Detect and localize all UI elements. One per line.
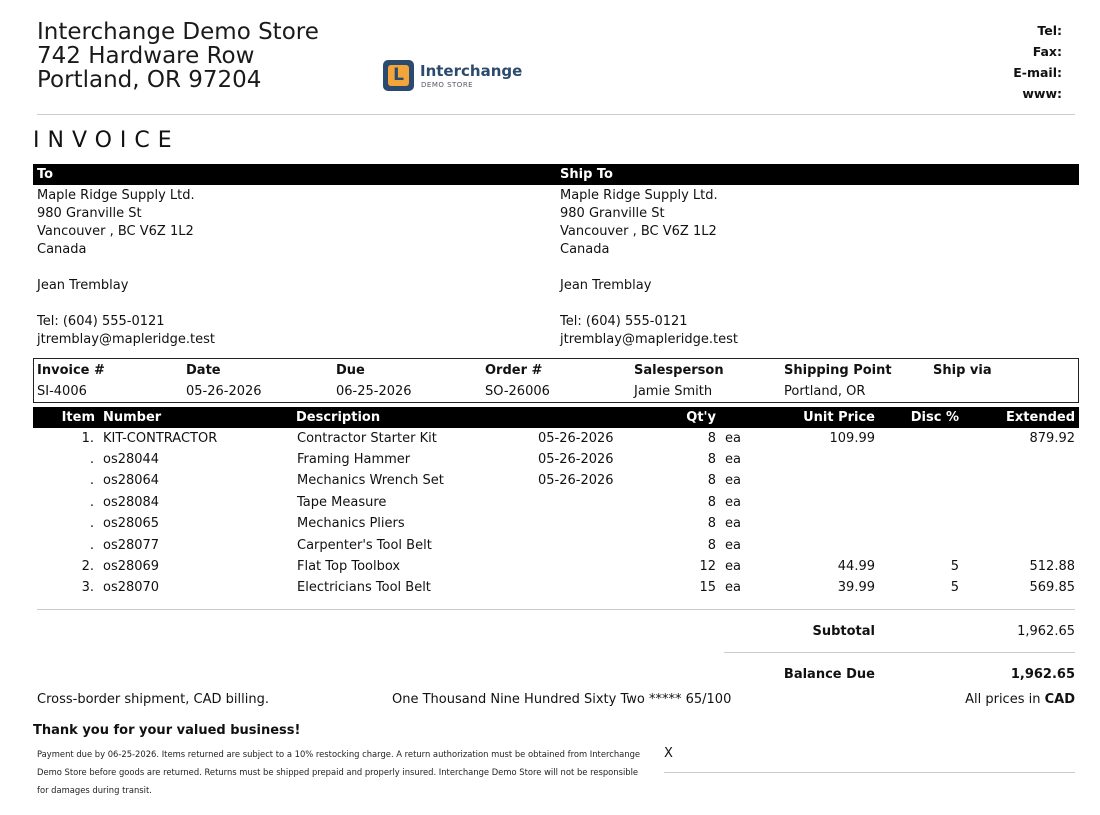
to-label: To	[37, 167, 54, 182]
table-row	[0, 538, 1100, 559]
item-qty: 15	[699, 580, 716, 595]
item-extended: 512.88	[1029, 559, 1075, 574]
date-value: 05-26-2026	[186, 384, 262, 399]
store-name: Interchange Demo Store	[37, 19, 319, 45]
header-divider	[37, 114, 1075, 115]
item-description: Contractor Starter Kit	[297, 431, 437, 446]
item-number: os28077	[103, 538, 160, 553]
item-number: KIT-CONTRACTOR	[103, 431, 218, 446]
signature-line	[664, 772, 1075, 773]
item-index: 3.	[81, 580, 94, 595]
item-description: Electricians Tool Belt	[297, 580, 431, 595]
ship-to-email: jtremblay@mapleridge.test	[560, 332, 739, 347]
item-extended: 569.85	[1029, 580, 1075, 595]
item-disc: 5	[950, 580, 959, 595]
ship-to-street: 980 Granville St	[560, 206, 665, 221]
item-number: os28064	[103, 473, 160, 488]
item-index: .	[89, 538, 94, 553]
document-title: INVOICE	[33, 128, 180, 153]
ship-to-country: Canada	[560, 242, 610, 257]
email-label: E-mail:	[1013, 65, 1062, 80]
item-qty: 8	[707, 516, 716, 531]
item-unit-price: 109.99	[829, 431, 875, 446]
ship-to-label: Ship To	[560, 167, 613, 182]
logo-letter: L	[388, 65, 409, 86]
bill-to-street: 980 Granville St	[37, 206, 142, 221]
number-col-header: Number	[103, 410, 162, 425]
items-header-bar	[33, 407, 1079, 428]
item-unit-price: 39.99	[837, 580, 875, 595]
item-index: .	[89, 516, 94, 531]
item-extended: 879.92	[1029, 431, 1075, 446]
bill-to-company: Maple Ridge Supply Ltd.	[37, 188, 195, 203]
salesperson-value: Jamie Smith	[634, 384, 713, 399]
tel-label: Tel:	[1037, 23, 1062, 38]
extended-col-header: Extended	[1006, 410, 1075, 425]
items-table-body	[0, 431, 1100, 601]
item-unit: ea	[725, 559, 741, 574]
store-address-line1: 742 Hardware Row	[37, 43, 255, 69]
unit-price-col-header: Unit Price	[803, 410, 875, 425]
date-header: Date	[186, 363, 221, 378]
signature-mark: X	[664, 746, 673, 761]
subtotal-label: Subtotal	[812, 624, 875, 639]
item-date: 05-26-2026	[538, 431, 614, 446]
ship-to-phone: Tel: (604) 555-0121	[560, 314, 688, 329]
item-qty: 8	[707, 452, 716, 467]
logo-subtitle: DEMO STORE	[421, 81, 474, 89]
table-row	[0, 580, 1100, 601]
currency-prefix: All prices in	[965, 692, 1045, 707]
table-row	[0, 431, 1100, 452]
ship-to-address	[560, 187, 738, 349]
address-header-bar	[33, 164, 1079, 185]
item-number: os28070	[103, 580, 160, 595]
www-label: www:	[1022, 86, 1062, 101]
item-number: os28044	[103, 452, 160, 467]
store-address-block	[37, 20, 319, 92]
bill-to-city: Vancouver , BC V6Z 1L2	[37, 224, 194, 239]
table-row	[0, 473, 1100, 494]
bill-to-spacer	[37, 259, 215, 277]
shipping-point-header: Shipping Point	[784, 363, 892, 378]
salesperson-header: Salesperson	[634, 363, 724, 378]
table-row	[0, 495, 1100, 516]
item-description: Framing Hammer	[297, 452, 411, 467]
ship-to-contact: Jean Tremblay	[560, 278, 652, 293]
currency-note	[965, 692, 1075, 707]
item-unit-price: 44.99	[837, 559, 875, 574]
item-unit: ea	[725, 580, 741, 595]
item-col-header: Item	[61, 410, 95, 425]
item-description: Mechanics Wrench Set	[297, 473, 444, 488]
item-qty: 8	[707, 431, 716, 446]
item-unit: ea	[725, 452, 741, 467]
ship-to-city: Vancouver , BC V6Z 1L2	[560, 224, 717, 239]
balance-due-label: Balance Due	[783, 667, 875, 682]
item-description: Mechanics Pliers	[297, 516, 405, 531]
ship-via-header: Ship via	[933, 363, 992, 378]
item-disc: 5	[950, 559, 959, 574]
item-date: 05-26-2026	[538, 473, 614, 488]
item-unit: ea	[725, 516, 741, 531]
item-qty: 8	[707, 495, 716, 510]
item-unit: ea	[725, 495, 741, 510]
thank-you-message: Thank you for your valued business!	[33, 723, 301, 738]
item-description: Carpenter's Tool Belt	[297, 538, 432, 553]
shipment-note: Cross-border shipment, CAD billing.	[37, 692, 269, 707]
item-index: .	[89, 495, 94, 510]
store-address-line2: Portland, OR 97204	[37, 67, 262, 93]
bill-to-country: Canada	[37, 242, 87, 257]
currency-code: CAD	[1044, 692, 1075, 707]
invoice-number-value: SI-4006	[37, 384, 87, 399]
logo-name: Interchange	[420, 62, 523, 80]
item-unit: ea	[725, 473, 741, 488]
contact-block	[1013, 20, 1062, 104]
subtotal-value: 1,962.65	[1017, 624, 1075, 639]
due-value: 06-25-2026	[336, 384, 412, 399]
disc-col-header: Disc %	[910, 410, 959, 425]
due-header: Due	[336, 363, 365, 378]
payment-terms: Payment due by 06-25-2026. Items returned are subject to a 10% restocking charge. A return authorization must be obtained from Interchange Demo Store before goods are returned. Returns must be shipped prepaid and properly insured. Interchange Demo Store will not be responsible for damages during transit.	[37, 749, 641, 795]
item-index: 2.	[81, 559, 94, 574]
table-row	[0, 452, 1100, 473]
ship-to-company: Maple Ridge Supply Ltd.	[560, 188, 718, 203]
table-row	[0, 516, 1100, 537]
logo-icon	[383, 60, 414, 91]
item-index: 1.	[81, 431, 94, 446]
bill-to-spacer2	[37, 295, 215, 313]
item-qty: 8	[707, 473, 716, 488]
subtotal-divider	[724, 652, 1075, 653]
bill-to-address	[37, 187, 215, 349]
item-number: os28084	[103, 495, 160, 510]
invoice-number-header: Invoice #	[37, 363, 105, 378]
bill-to-phone: Tel: (604) 555-0121	[37, 314, 165, 329]
item-index: .	[89, 473, 94, 488]
invoice-info-table	[33, 358, 1079, 403]
order-number-header: Order #	[485, 363, 543, 378]
ship-to-spacer2	[560, 295, 738, 313]
balance-due-value: 1,962.65	[1010, 667, 1075, 682]
items-divider	[37, 609, 1075, 610]
bill-to-email: jtremblay@mapleridge.test	[37, 332, 216, 347]
item-qty: 8	[707, 538, 716, 553]
item-unit: ea	[725, 431, 741, 446]
item-unit: ea	[725, 538, 741, 553]
shipping-point-value: Portland, OR	[784, 384, 866, 399]
table-row	[0, 559, 1100, 580]
item-number: os28069	[103, 559, 160, 574]
fax-label: Fax:	[1032, 44, 1062, 59]
amount-in-words: One Thousand Nine Hundred Sixty Two ***** 65/100	[392, 692, 732, 707]
item-index: .	[89, 452, 94, 467]
store-logo	[383, 60, 523, 92]
item-date: 05-26-2026	[538, 452, 614, 467]
item-qty: 12	[699, 559, 716, 574]
ship-to-spacer	[560, 259, 738, 277]
qty-col-header: Qt'y	[686, 410, 716, 425]
order-number-value: SO-26006	[485, 384, 550, 399]
item-description: Tape Measure	[297, 495, 387, 510]
item-description: Flat Top Toolbox	[297, 559, 401, 574]
bill-to-contact: Jean Tremblay	[37, 278, 129, 293]
item-number: os28065	[103, 516, 160, 531]
description-col-header: Description	[296, 410, 381, 425]
